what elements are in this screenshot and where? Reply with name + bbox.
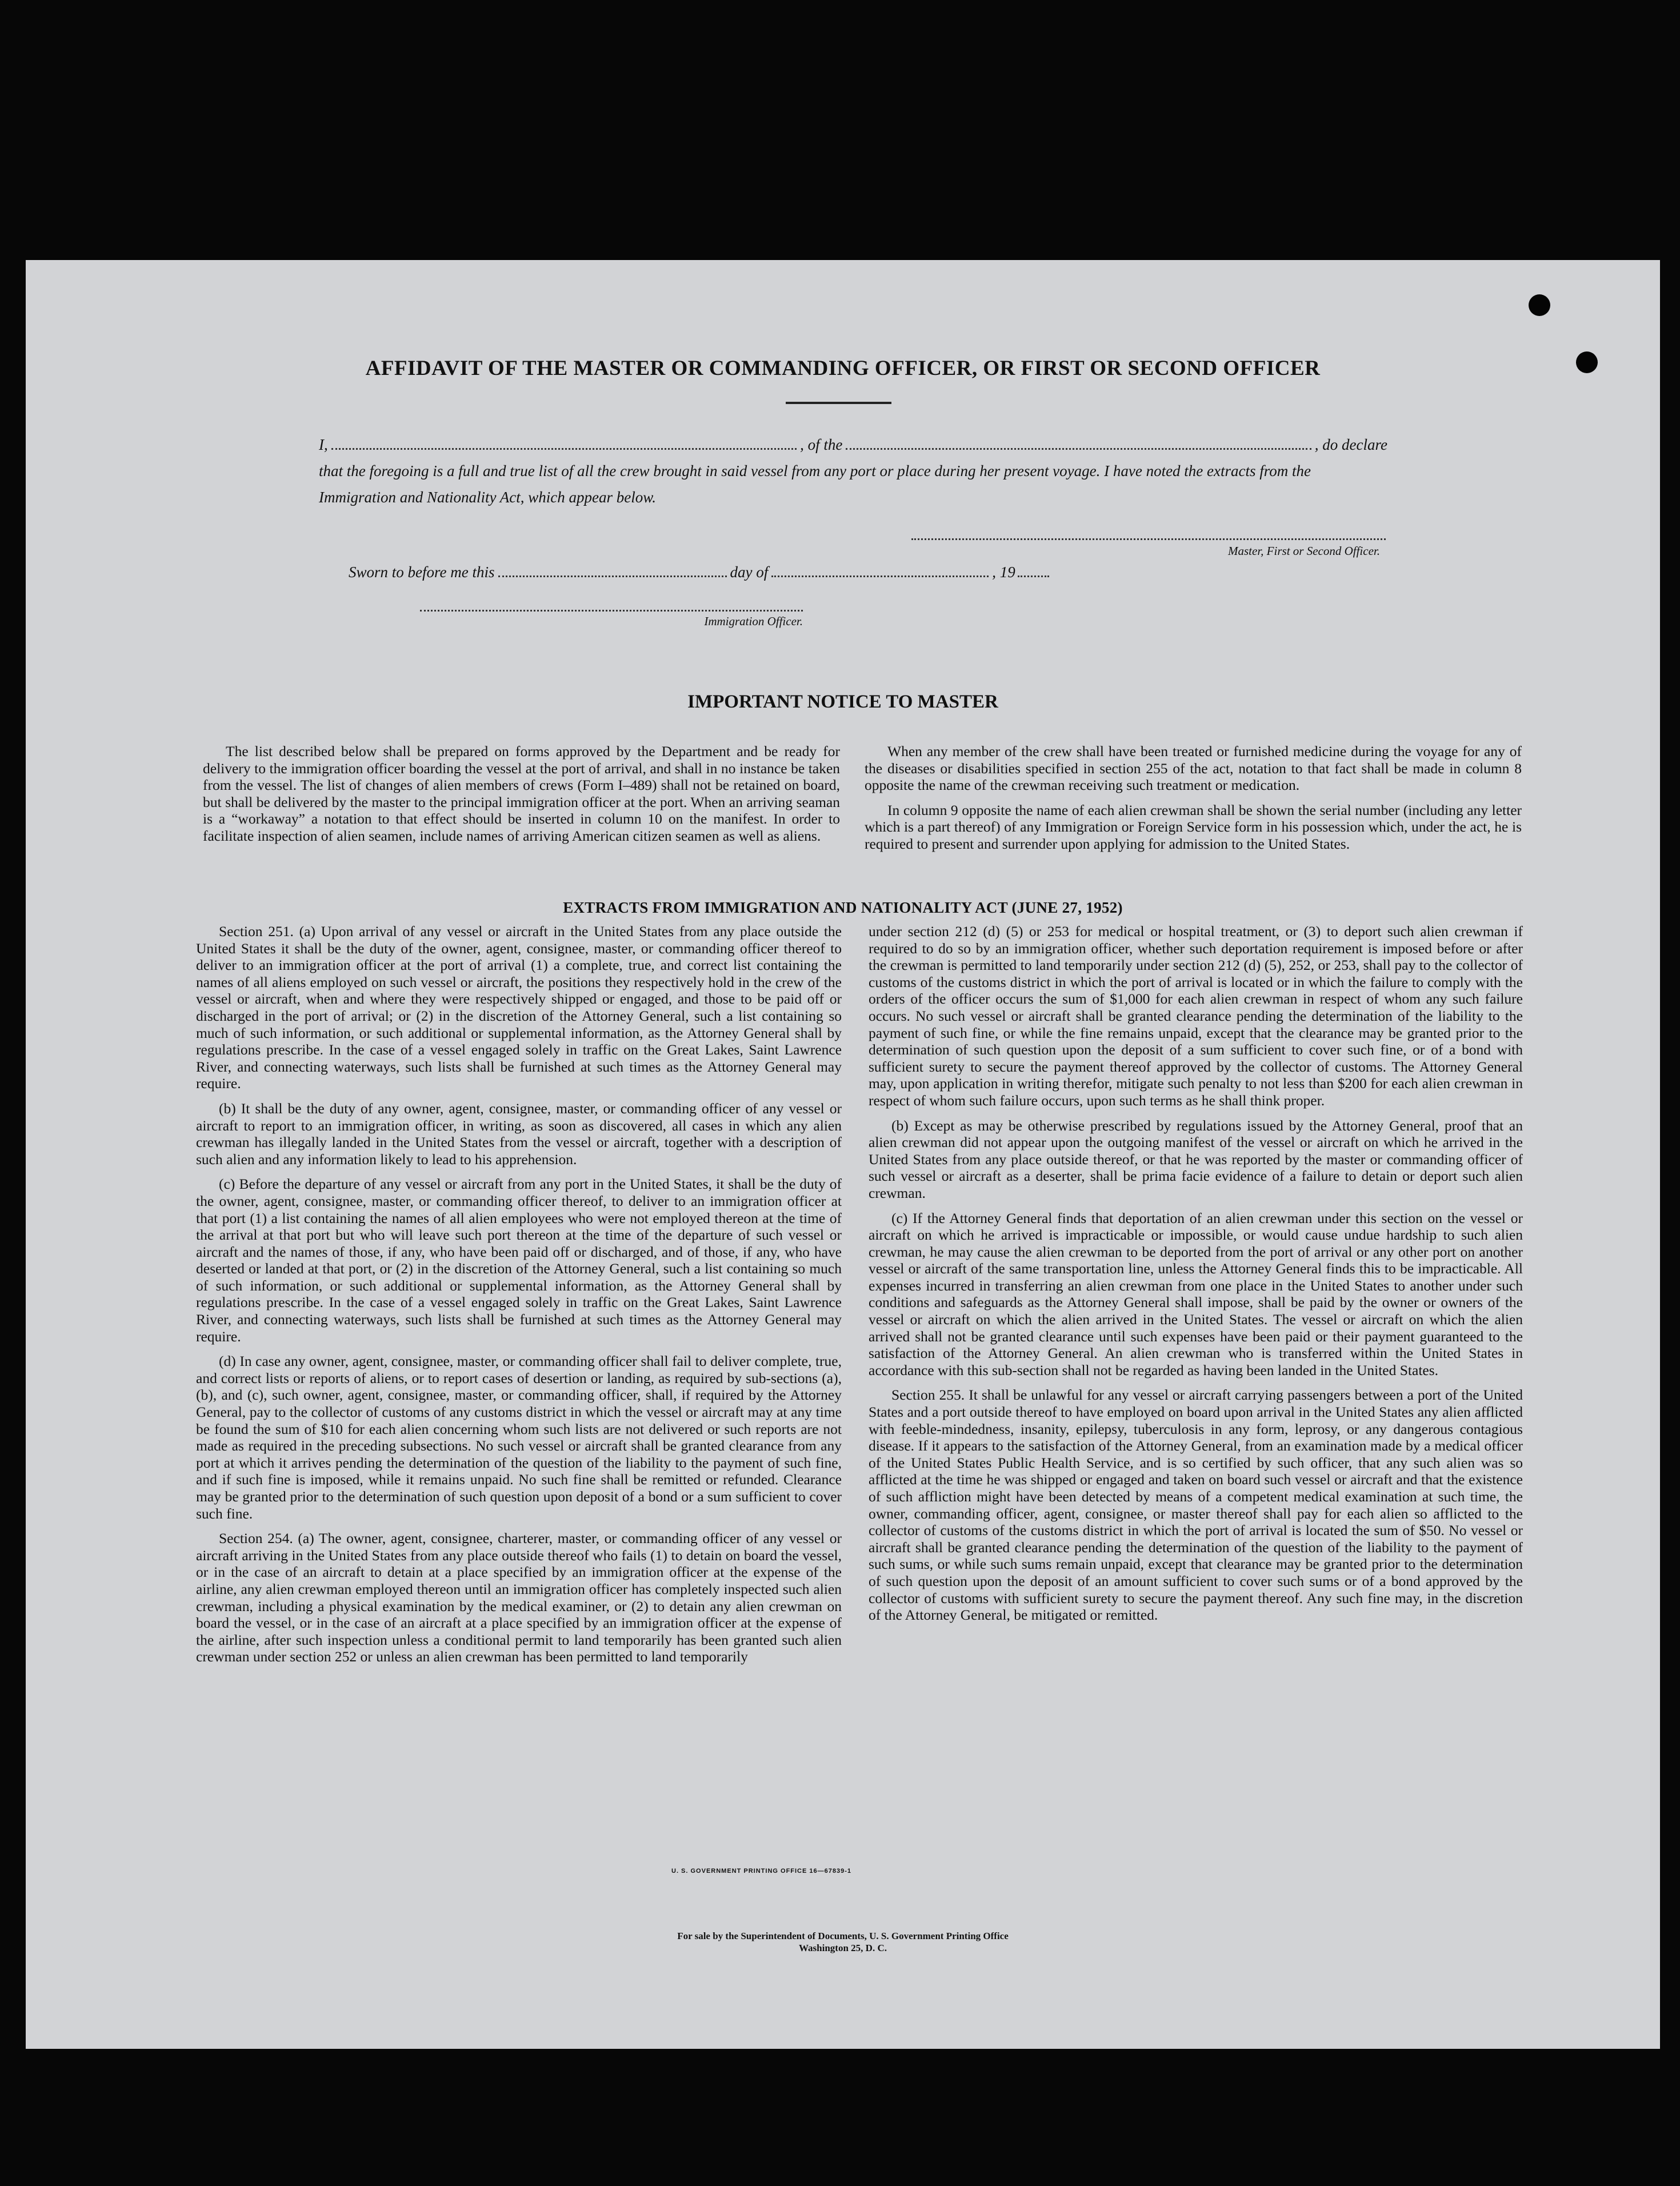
day-of-text: day of: [730, 564, 769, 581]
punch-hole: [1529, 294, 1550, 316]
extract-paragraph: (b) Except as may be otherwise prescribed by regulations issued by the Attorney General, proof that an alien crewman did not appear upon the outgoing manifest of the vessel or aircraft on which he arrived in the United States from any place outside thereof, or that he was reported by the master or commanding officer of such vessel or aircraft as a deserter, shall be prima facie evidence of a failure to detain or deport such alien crewman.: [869, 1117, 1523, 1201]
document-sheet: [26, 260, 1660, 2049]
printing-office-imprint: U. S. GOVERNMENT PRINTING OFFICE 16—67839-1: [671, 1868, 852, 1875]
extract-paragraph: Section 254. (a) The owner, agent, consignee, charterer, master, or commanding officer of any vessel or aircraft arriving in the United States from any place outside thereof who fails (1) to detain on board the vessel, or in the case of an aircraft to detain at a place specified by an immigration officer at the expense of the airline, any alien crewman employed thereon until an immigration officer has completely inspected such alien crewman, including a physical examination by the medical examiner, or (2) to detain any alien crewman on board the vessel, or in the case of an aircraft at a place specified by an immigration officer at the expense of the airline, after such inspection unless a conditional permit to land temporarily has been granted such alien crewman under section 252 or unless an alien crewman has been permitted to land temporarily: [196, 1530, 842, 1665]
master-signature-field[interactable]: [911, 538, 1386, 540]
master-signature-label: Master, First or Second Officer.: [1228, 544, 1380, 558]
title-rule: [786, 402, 891, 404]
sale-line: For sale by the Superintendent of Documents, U. S. Government Printing Office: [677, 1931, 1009, 1941]
sale-line: Washington 25, D. C.: [799, 1943, 887, 1953]
sale-notice: [26, 1930, 1660, 1954]
sworn-line: [349, 563, 1149, 581]
extracts-right-column: [869, 923, 1523, 1632]
notice-left-column: [203, 743, 840, 853]
immigration-officer-signature-field[interactable]: [420, 610, 803, 612]
notice-paragraph: The list described below shall be prepared on forms approved by the Department and be ready for delivery to the immigration officer boarding the vessel at the port of arrival, and shall in no instance be taken from the vessel. The list of changes of alien members of crews (Form I–489) shall not be retained on board, but shall be delivered by the master to the principal immigration officer at the port. When an arriving seaman is a “workaway” a notation to that effect should be inserted in column 10 on the manifest. In order to facilitate inspection of alien seamen, include names of arriving American citizen seamen as well as aliens.: [203, 743, 840, 844]
declaration-first-line: [319, 431, 1387, 458]
extract-paragraph: Section 255. It shall be unlawful for any vessel or aircraft carrying passengers between a port of the United States and a port outside thereof to have employed on board upon arrival in the United States any alien afflicted with feeble-mindedness, insanity, epilepsy, tuberculosis in any form, leprosy, or any dangerous contagious disease. If it appears to the satisfaction of the Attorney General, from an examination made by a medical officer of the United States Public Health Service, and is so certified by such officer, that any such alien was so afflicted at the time he was shipped or engaged and taken on board such vessel or aircraft and that the existence of such affliction might have been detected by means of a competent medical examination at such time, the owner, commanding officer, agent, consignee, or master thereof shall pay for each alien so afflicted to the collector of customs of the customs district in which the port of arrival is located the sum of $50. No vessel or aircraft shall be granted clearance pending the determination of the question of the liability to the payment of such sums, or while such sums remain unpaid, except that clearance may be granted prior to the determination of such question upon the deposit of an amount sufficient to cover such sums or of a bond approved by the collector of customs with sufficient surety to secure the payment thereof. Any such fine may, in the discretion of the Attorney General, be mitigated or remitted.: [869, 1386, 1523, 1624]
sworn-text: Sworn to before me this: [349, 564, 495, 581]
year-prefix: , 19: [992, 564, 1015, 581]
notice-paragraph: In column 9 opposite the name of each alien crewman shall be shown the serial number (including any letter which is a part thereof) of any Immigration or Foreign Service form in his possession which, under the act, he is required to present and surrender upon applying for admission to the United States.: [865, 801, 1522, 852]
extracts-title: EXTRACTS FROM IMMIGRATION AND NATIONALITY ACT (JUNE 27, 1952): [563, 899, 1123, 916]
declaration-i: I,: [319, 436, 328, 453]
officer-name-field[interactable]: [331, 435, 797, 450]
notice-title: IMPORTANT NOTICE TO MASTER: [687, 692, 998, 712]
vessel-name-field[interactable]: [846, 435, 1311, 450]
affidavit-title: AFFIDAVIT OF THE MASTER OR COMMANDING OFFICER, OR FIRST OR SECOND OFFICER: [365, 357, 1321, 380]
declaration-of-the: , of the: [800, 436, 843, 453]
declaration: [319, 431, 1387, 510]
year-field[interactable]: [1018, 563, 1049, 577]
month-field[interactable]: [771, 563, 989, 577]
extracts-left-column: [196, 923, 842, 1673]
extract-paragraph: under section 212 (d) (5) or 253 for medical or hospital treatment, or (3) to deport such alien crewman if required to do so by an immigration officer, whether such deportation requirement is imposed before or after the crewman is permitted to land temporarily under section 212 (d) (5), 252, or 253, shall pay to the collector of customs of the customs district in which the port of arrival is located or in which the failure to comply with the orders of the officer occurs the sum of $1,000 for each alien crewman in respect of whom any such failure occurs. No such vessel or aircraft shall be granted clearance pending the determination of the liability to the payment of such fine, or while the fine remains unpaid, except that the clearance may be granted prior to the determination of such question upon the deposit of a sum sufficient to cover such fine, or of a bond with sufficient surety to secure the payment thereof approved by the collector of customs. The Attorney General may, upon application in writing therefor, mitigate such penalty to not less than $200 for each alien crewman in respect of whom such failure occurs, upon such terms as he shall think proper.: [869, 923, 1523, 1109]
extract-paragraph: (c) Before the departure of any vessel or aircraft from any port in the United States, it shall be the duty of the owner, agent, consignee, master, or commanding officer thereof, to deliver to an immigration officer at that port (1) a list containing the names of all alien employees who were not employed thereon at the time of the arrival at that port but who will leave such port thereon at the time of the departure of such vessel or aircraft and the names of those, if any, who have been paid off or discharged, and of those, if any, who have deserted or landed at that port, or (2) in the discretion of the Attorney General, such a list containing so much of such information, or such additional or supplemental information, as the Attorney General shall by regulations prescribe. In the case of a vessel engaged solely in traffic on the Great Lakes, Saint Lawrence River, and connecting waterways, such lists shall be furnished at such times as the Attorney General may require.: [196, 1176, 842, 1345]
day-field[interactable]: [498, 563, 727, 577]
extract-paragraph: (c) If the Attorney General finds that deportation of an alien crewman under this section on the vessel or aircraft on which he arrived is impracticable or impossible, or would cause undue hardship to such alien crewman, he may cause the alien crewman to be deported from the port of arrival or any other port on another vessel or aircraft of the same transportation line, unless the Attorney General finds this to be impracticable. All expenses incurred in transferring an alien crewman from one place in the United States to another under such conditions and safeguards as the Attorney General shall impose, shall be paid by the owner or owners of the vessel or aircraft on which the alien arrived in the United States. The vessel or aircraft on which the alien arrived shall not be granted clearance until such expenses have been paid or their payment guaranteed to the satisfaction of the Attorney General. An alien crewman who is transferred within the United States in accordance with this sub-section shall not be regarded as having been landed in the United States.: [869, 1209, 1523, 1378]
declaration-do-declare: , do declare: [1314, 436, 1387, 453]
immigration-officer-label: Immigration Officer.: [704, 614, 803, 628]
declaration-body: that the foregoing is a full and true list of all the crew brought in said vessel from any port or place during her present voyage. I have noted the extracts from the Immigration and Nationality Act, which appear below.: [319, 462, 1311, 506]
extract-paragraph: Section 251. (a) Upon arrival of any vessel or aircraft in the United States from any place outside the United States it shall be the duty of the owner, agent, consignee, master, or commanding officer thereof to deliver to an immigration officer at the port of arrival (1) a complete, true, and correct list containing the names of all aliens employed on such vessel or aircraft, the positions they respectively hold in the crew of the vessel or aircraft, when and where they were respectively shipped or engaged, and those to be paid off or discharged in the port of arrival; or (2) in the discretion of the Attorney General, such a list containing so much of such information, or such additional or supplemental information, as the Attorney General shall by regulations prescribe. In the case of a vessel engaged solely in traffic on the Great Lakes, Saint Lawrence River, and connecting waterways, such lists shall be furnished at such times as the Attorney General may require.: [196, 923, 842, 1092]
notice-paragraph: When any member of the crew shall have been treated or furnished medicine during the voyage for any of the diseases or disabilities specified in section 255 of the act, notation to that fact shall be made in column 8 opposite the name of the crewman receiving such treatment or medication.: [865, 743, 1522, 794]
extract-paragraph: (d) In case any owner, agent, consignee, master, or commanding officer shall fail to deliver complete, true, and correct lists or reports of aliens, or to report cases of desertion or landing, as required by sub-sections (a), (b), and (c), such owner, agent, consignee, master, or commanding officer, shall, if required by the Attorney General, pay to the collector of customs of any customs district in which the vessel or aircraft may at any time be found the sum of $10 for each alien concerning whom such lists are not delivered or such reports are not made as required in the preceding subsections. No such vessel or aircraft shall be granted clearance from any port at which it arrives pending the determination of the question of the liability to the payment of such fine, and if such fine is imposed, while it remains unpaid. No such fine shall be remitted or refunded. Clearance may be granted prior to the determination of such question upon deposit of a bond or a sum sufficient to cover such fine.: [196, 1353, 842, 1522]
notice-right-column: [865, 743, 1522, 861]
extract-paragraph: (b) It shall be the duty of any owner, agent, consignee, master, or commanding officer of any vessel or aircraft to report to an immigration officer, in writing, as soon as discovered, all cases in which any alien crewman has illegally landed in the United States from the vessel or aircraft, together with a description of such alien and any information likely to lead to his apprehension.: [196, 1100, 842, 1168]
